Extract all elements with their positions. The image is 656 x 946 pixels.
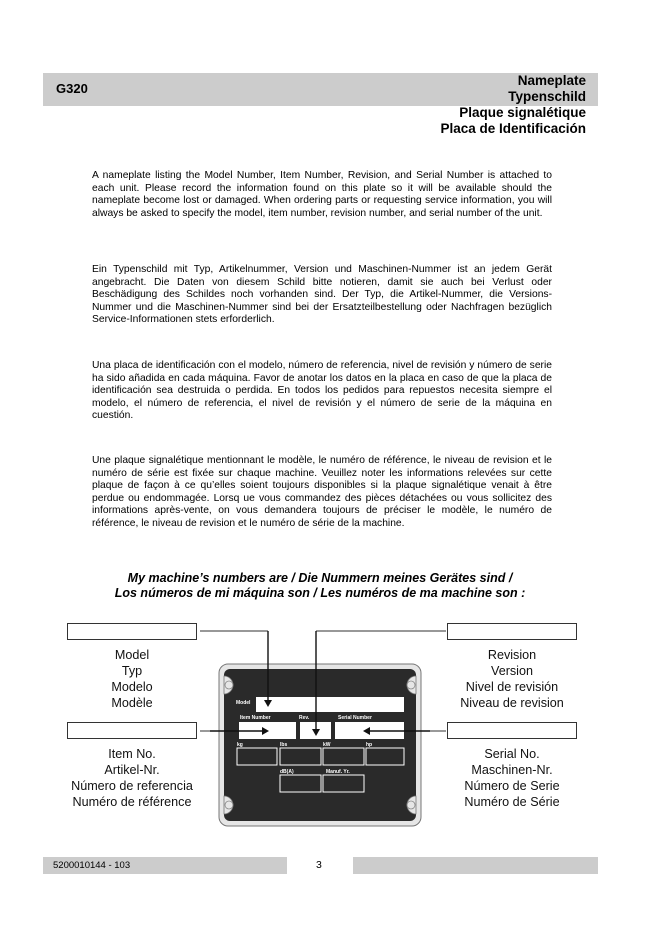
page-number: 3 [316, 859, 322, 871]
prompt-line-2: Los números de mi máquina son / Les numéros de ma machine son : [114, 586, 526, 600]
title-de: Typenschild [508, 89, 586, 104]
label-fr: Numéro de Série [464, 795, 560, 809]
plate-label-model: Model [236, 700, 251, 706]
label-en: Revision [487, 648, 537, 662]
footer-right-bar [353, 857, 598, 874]
label-es: Modelo [111, 680, 153, 694]
plate-label-rev: Rev. [299, 715, 310, 721]
serial-number-labels [432, 746, 592, 810]
label-de: Version [490, 664, 533, 678]
revision-labels [432, 647, 592, 711]
label-en: Model [114, 648, 150, 662]
label-es: Número de Serie [464, 779, 560, 793]
label-en: Serial No. [484, 747, 540, 761]
plate-label-manuf-yr: Manuf. Yr. [326, 769, 350, 775]
label-en: Item No. [108, 747, 156, 761]
model-number-field[interactable] [67, 623, 197, 640]
serial-number-field[interactable] [447, 722, 577, 739]
label-fr: Numéro de référence [72, 795, 192, 809]
title-en: Nameplate [517, 73, 586, 88]
label-fr: Niveau de revision [460, 696, 564, 710]
footer-doc-bar [43, 857, 287, 874]
paragraph-english: A nameplate listing the Model Number, Item Number, Revision, and Serial Number is attached to each unit. Please record the information found on this plate so it will be available should the nameplate become lost or damaged. When ordering parts or requesting service information, you will always be asked to specify the model, item number, revision number, and serial number of the unit. [92, 170, 552, 219]
label-es: Número de referencia [71, 779, 193, 793]
model-labels [52, 647, 212, 711]
title-es: Placa de Identificación [440, 121, 586, 136]
paragraph-french: Une plaque signalétique mentionnant le modèle, le numéro de référence, le niveau de revision et le numéro de série est fixée sur chaque machine. Veuillez noter les informations relevées sur cette plaque de façon à ce qu’elles soient toujours disponibles si la plaque signalétique venait à être perdue ou endommagée. Lorsq ue vous commandez des pièces détachées ou vous sollicitez des informations après-vente, on vous demandera toujours de préciser le modèle, le numéro de référence, le niveau de revision et le numéro de série de la machine. [92, 455, 552, 529]
label-fr: Modèle [111, 696, 153, 710]
plate-label-kw: kW [323, 742, 331, 748]
model-code: G320 [56, 81, 88, 96]
plate-label-hp: hp [366, 742, 373, 748]
prompt-line-1: My machine’s numbers are / Die Nummern meines Gerätes sind / [127, 571, 513, 585]
revision-field[interactable] [447, 623, 577, 640]
document-number: 5200010144 - 103 [53, 860, 131, 871]
paragraph-spanish: Una placa de identificación con el modelo, número de referencia, nivel de revisión y número de serie ha sido añadida en cada máquina. Favor de anotar los datos en la placa en caso de que la placa de identificación sea destruida o perdida. En todos los pedidos para repuestos necesita siempre el modelo, el número de referencia, el nivel de revisión y el número de serie de la máquina en cuestión. [92, 360, 552, 422]
item-number-field[interactable] [67, 722, 197, 739]
plate-label-serial-number: Serial Number [338, 715, 372, 721]
label-de: Maschinen-Nr. [471, 763, 553, 777]
paragraph-german: Ein Typenschild mit Typ, Artikelnummer, Version und Maschinen-Nummer ist an jedem Gerät angebracht. Die Daten von diesem Schild bitte notieren, damit sie auch bei Verlust oder Beschädigung des Schildes noch vorhanden sind. Der Typ, die Artikel-Nummer, die Versions- Nummer und die Maschinen-Nummer sind bei der Ersatzteilbestellung oder Nachfragen bezüglich Service-Informationen stets erforderlich. [92, 264, 552, 326]
label-es: Nivel de revisión [465, 680, 559, 694]
plate-label-item-number: Item Number [240, 715, 271, 721]
plate-label-lbs: lbs [280, 742, 288, 748]
item-number-labels [52, 746, 212, 810]
label-de: Artikel-Nr. [104, 763, 160, 777]
plate-label-kg: kg [237, 742, 243, 748]
title-fr: Plaque signalétique [459, 105, 586, 120]
label-de: Typ [121, 664, 143, 678]
plate-label-dba: dB(A) [280, 769, 294, 775]
